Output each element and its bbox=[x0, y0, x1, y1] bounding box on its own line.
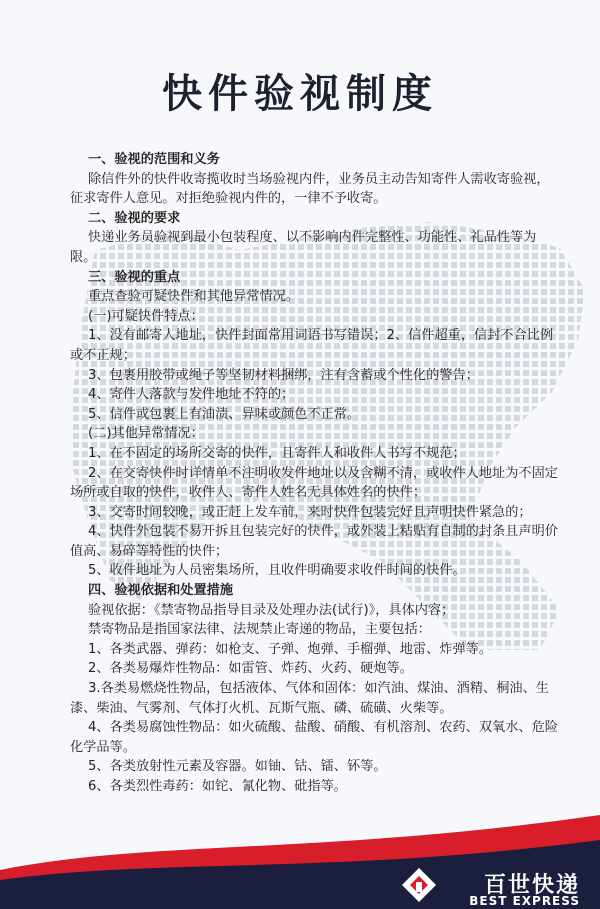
paragraph: 4、各类易腐蚀性物品：如火硫酸、盐酸、硝酸、有机溶剂、农药、双氧水、危险化学品等。 bbox=[70, 720, 558, 755]
paragraph: 3.各类易燃烧性物品，包括液体、气体和固体：如汽油、煤油、酒精、桐油、生漆、柴油、气雾剂、气体打火机、瓦斯气瓶、磷、硫磺、火柴等。 bbox=[70, 681, 549, 716]
best-express-logo-icon bbox=[400, 866, 438, 904]
section-heading: 一、验视的范围和义务 bbox=[88, 152, 220, 167]
paragraph: 1、没有邮寄人地址，快件封面常用词语书写错误；2、信件超重，信封不合比例或不正规； bbox=[70, 328, 554, 363]
regulation-body bbox=[70, 150, 560, 797]
section-heading: 三、验视的重点 bbox=[88, 269, 181, 285]
paragraph: 3、包裹用胶带或绳子等坚韧材料捆绑，注有含蓄或个性化的警告； bbox=[88, 367, 479, 383]
brand-subtitle: BEST EXPRESS bbox=[469, 894, 580, 908]
paragraph: 6、各类烈性毒药：如铊、氰化物、砒指等。 bbox=[88, 779, 347, 794]
paragraph: 4、快件外包装不易开拆且包装完好的快件，或外装上粘贴有自制的封条且声明价值高、易碎等特性的快件； bbox=[70, 524, 558, 559]
section-heading: 四、验视依据和处置措施 bbox=[88, 583, 234, 599]
paragraph: 5、信件或包裹上有油渍、异味或颜色不正常。 bbox=[88, 406, 361, 422]
paragraph: 验视依据：《禁寄物品指导目录及处理办法(试行)》，具体内容； bbox=[88, 602, 455, 618]
paragraph: 5、各类放射性元素及容器。如铀、钴、镭、钚等。 bbox=[88, 759, 387, 775]
paragraph: 1、各类武器、弹药：如枪支、子弹、炮弹、手榴弹、地雷、炸弹等。 bbox=[88, 641, 493, 657]
paragraph: 禁寄物品是指国家法律、法规禁止寄递的物品，主要包括： bbox=[88, 622, 431, 638]
paragraph: 2、各类易爆炸性物品：如雷管、炸药、火药、硬炮等。 bbox=[88, 661, 413, 677]
paragraph: (一)可疑快件特点： bbox=[88, 308, 204, 324]
brand-name: 百世快递 bbox=[483, 873, 580, 898]
section-heading: 二、验视的要求 bbox=[88, 210, 181, 226]
paragraph: 重点查验可疑快件和其他异常情况。 bbox=[88, 289, 299, 305]
paragraph: 快递业务员验视到最小包装程度、以不影响内件完整性、功能性、礼品性等为限。 bbox=[70, 230, 537, 265]
paragraph: 除信件外的快件收寄揽收时当场验视内件，业务员主动告知寄件人需收寄验视，征求寄件人意见。对拒绝验视内件的，一律不予收寄。 bbox=[70, 171, 550, 207]
paragraph: 2、在交寄快件时详情单不注明收发件地址以及含糊不清，或收件人地址为不固定场所或自取的快件，收件人、寄件人姓名无具体姓名的快件； bbox=[70, 465, 558, 501]
paragraph: (二)其他异常情况： bbox=[88, 426, 204, 442]
page-title: 快件验视制度 bbox=[162, 71, 438, 117]
paragraph: 1、在不固定的场所交寄的快件，且寄件人和收件人书写不规范； bbox=[88, 445, 466, 461]
paragraph: 3、交寄时间较晚，或正赶上发车前，来时快件包装完好且声明快件紧急的； bbox=[88, 504, 532, 520]
paragraph: 4、寄件人落款与发件地址不符的； bbox=[88, 387, 295, 403]
paragraph: 5、收件地址为人员密集场所，且收件明确要求收件时间的快件。 bbox=[88, 563, 466, 579]
